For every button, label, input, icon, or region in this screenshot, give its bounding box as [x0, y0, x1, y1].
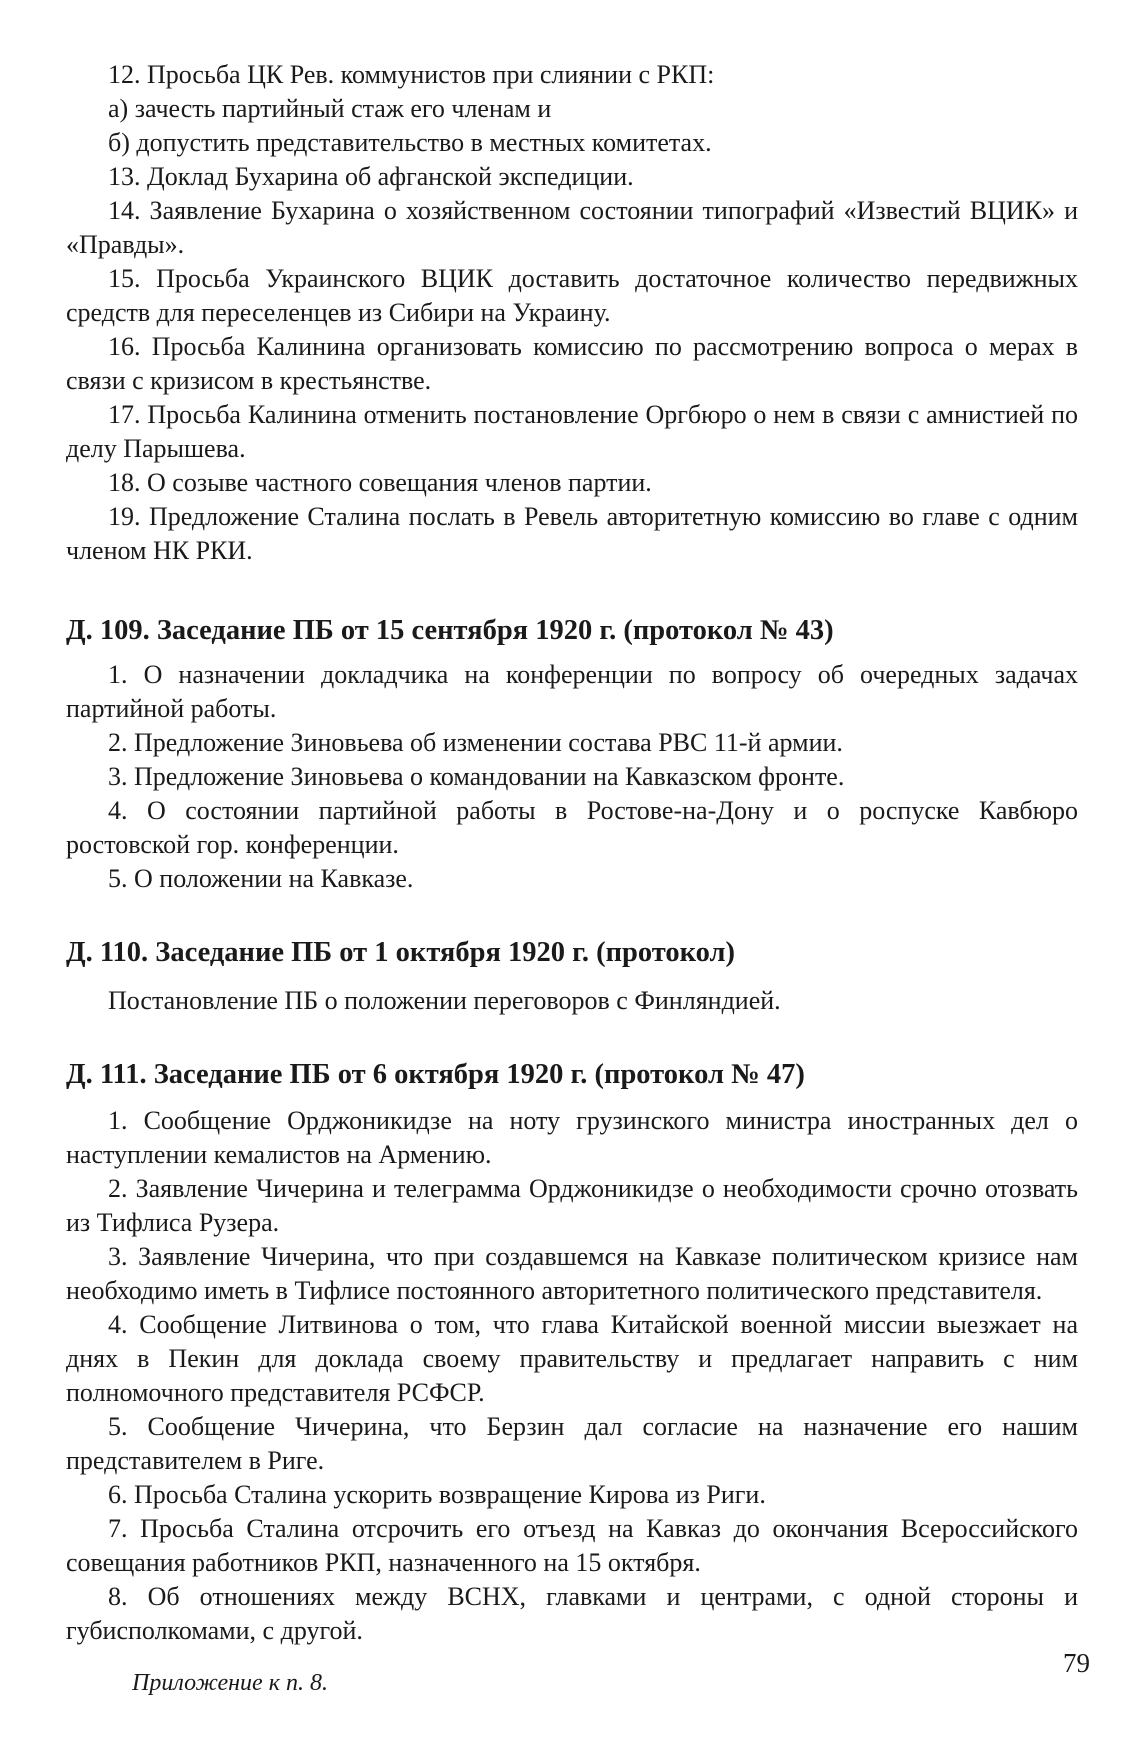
document-111-items: [66, 1104, 1078, 1648]
list-item: 7. Просьба Сталина отсрочить его отъезд на Кавказ до окончания Всероссийского совещания работников РКП, назначенного на 15 октября.: [66, 1514, 1078, 1577]
list-item: 4. Сообщение Литвинова о том, что глава Китайской военной миссии выезжает на днях в Пекин для доклада своему правительству и предлагает направить с ним полномочного представителя РСФСР.: [66, 1310, 1078, 1407]
list-item: Постановление ПБ о положении переговоров с Финляндией.: [108, 986, 781, 1015]
list-item: 4. О состоянии партийной работы в Ростове-на-Дону и о роспуске Кавбюро ростовской гор. конференции.: [66, 796, 1078, 859]
list-item: б) допустить представительство в местных комитетах.: [108, 128, 712, 157]
list-item: 5. Сообщение Чичерина, что Берзин дал согласие на назначение его нашим представителем в Риге.: [66, 1412, 1078, 1475]
document-110-items: [66, 984, 1078, 1018]
list-item: а) зачесть партийный стаж его членам и: [108, 94, 552, 123]
list-item: 13. Доклад Бухарина об афганской экспедиции.: [108, 162, 634, 191]
list-item: 3. Заявление Чичерина, что при создавшемся на Кавказе политическом кризисе нам необходимо иметь в Тифлисе постоянного авторитетного политического представителя.: [66, 1242, 1078, 1305]
document-109-heading: Д. 109. Заседание ПБ от 15 сентября 1920 г. (протокол № 43): [66, 615, 834, 646]
document-111-heading: Д. 111. Заседание ПБ от 6 октября 1920 г. (протокол № 47): [66, 1059, 805, 1090]
list-item: 5. О положении на Кавказе.: [108, 864, 414, 893]
appendix-note: Приложение к п. 8.: [132, 1670, 328, 1696]
continued-items: [66, 58, 1078, 568]
list-item: 12. Просьба ЦК Рев. коммунистов при слиянии с РКП:: [108, 60, 715, 89]
document-110-heading: Д. 110. Заседание ПБ от 1 октября 1920 г. (протокол): [66, 937, 736, 968]
list-item: 3. Предложение Зиновьева о командовании на Кавказском фронте.: [108, 762, 845, 791]
list-item: 6. Просьба Сталина ускорить возвращение Кирова из Риги.: [108, 1480, 766, 1509]
list-item: 2. Предложение Зиновьева об изменении состава РВС 11-й армии.: [108, 728, 843, 757]
list-item: 2. Заявление Чичерина и телеграмма Орджоникидзе о необходимости срочно отозвать из Тифлиса Рузера.: [66, 1174, 1078, 1237]
document-page: [66, 58, 1078, 1697]
list-item: 18. О созыве частного совещания членов партии.: [108, 468, 652, 497]
document-109-items: [66, 658, 1078, 896]
list-item: 1. О назначении докладчика на конференции по вопросу об очередных задачах партийной работы.: [66, 660, 1078, 723]
list-item: 17. Просьба Калинина отменить постановление Оргбюро о нем в связи с амнистией по делу Парышева.: [66, 400, 1078, 463]
page-number: 79: [1063, 1648, 1090, 1678]
list-item: 15. Просьба Украинского ВЦИК доставить достаточное количество передвижных средств для переселенцев из Сибири на Украину.: [66, 264, 1078, 327]
list-item: 19. Предложение Сталина послать в Ревель авторитетную комиссию во главе с одним членом НК РКИ.: [66, 502, 1078, 565]
list-item: 1. Сообщение Орджоникидзе на ноту грузинского министра иностранных дел о наступлении кемалистов на Армению.: [66, 1106, 1078, 1169]
list-item: 8. Об отношениях между ВСНХ, главками и центрами, с одной стороны и губисполкомами, с другой.: [66, 1582, 1078, 1645]
list-item: 16. Просьба Калинина организовать комиссию по рассмотрению вопроса о мерах в связи с кризисом в крестьянстве.: [66, 332, 1078, 395]
list-item: 14. Заявление Бухарина о хозяйственном состоянии типографий «Известий ВЦИК» и «Правды».: [66, 196, 1078, 259]
